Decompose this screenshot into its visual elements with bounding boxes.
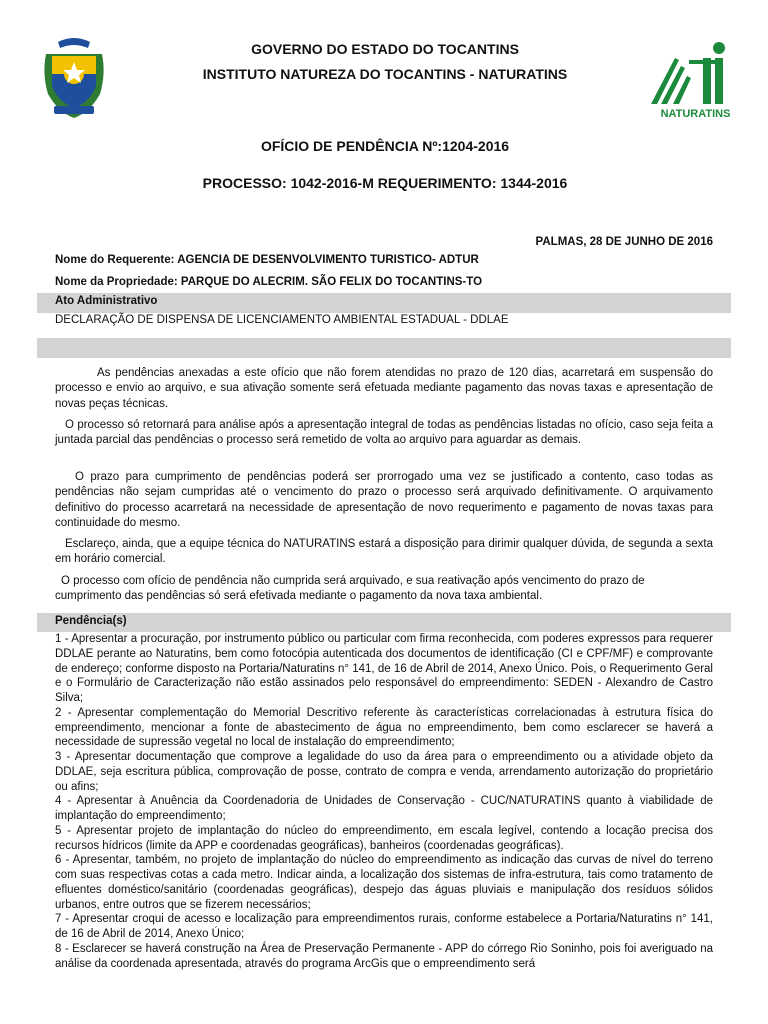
pendencias-label: Pendência(s) bbox=[55, 615, 127, 627]
paragraph-1: As pendências anexadas a este ofício que não forem atendidas no prazo de 120 dias, acarretará em suspensão do processo e envio ao arquivo, e sua ativação somente será efetuada mediante pagamento das novas taxas e apresentação de novas peças técnicas. bbox=[55, 367, 713, 410]
propriedade-field: Nome da Propriedade: PARQUE DO ALECRIM. SÃO FELIX DO TOCANTINS-TO bbox=[55, 276, 483, 288]
paragraph-5: O processo com ofício de pendência não cumprida será arquivado, e sua reativação após vencimento do prazo de cumprimento das pendências só será efetivada mediante o pagamento da nova taxa ambiental. bbox=[55, 575, 645, 603]
pendencia-item: 5 - Apresentar projeto de implantação do núcleo do empreendimento, em escala legível, contendo a locação precisa dos recursos hídricos (limite da APP e coordenadas geográficas), banheiros (coordenadas geográficas). bbox=[55, 824, 713, 852]
pendencia-item: 8 - Esclarecer se haverá construção na Área de Preservação Permanente - APP do córrego Rio Soninho, pois foi averiguado na análise da coordenada apresentada, através do programa ArcGis que o empreendimento será bbox=[55, 942, 713, 970]
blank-bar bbox=[37, 338, 731, 358]
pendencia-item: 1 - Apresentar a procuração, por instrumento público ou particular com firma reconhecida, com poderes expressos para requerer DDLAE perante ao Naturatins, bem como fotocópia autenticada dos documentos de identificação (CI e CPF/MF) e comprovante de endereço; conforme disposto na Portaria/Naturatins n° 141, de 16 de Abril de 2014, Anexo Único. Pois, o Requerimento Geral e o Formulário de Caracterização não estão assinados pelo responsável do empreendimento: SEDEN - Alexandro de Castro Silva; bbox=[55, 633, 713, 704]
ato-label: Ato Administrativo bbox=[55, 295, 158, 307]
paragraph-2: O processo só retornará para análise após a apresentação integral de todas as pendências listadas no ofício, caso seja feita a juntada parcial das pendências o processo será remetido de volta ao arquivo para aguardar as demais. bbox=[55, 419, 713, 447]
requerente-field: Nome do Requerente: AGENCIA DE DESENVOLVIMENTO TURISTICO- ADTUR bbox=[55, 254, 479, 266]
ato-text: DECLARAÇÃO DE DISPENSA DE LICENCIAMENTO AMBIENTAL ESTADUAL - DDLAE bbox=[55, 314, 509, 326]
pendencias-list bbox=[55, 632, 713, 971]
header-government: GOVERNO DO ESTADO DO TOCANTINS bbox=[251, 41, 519, 57]
paragraph-4: Esclareço, ainda, que a equipe técnica do NATURATINS estará a disposição para dirimir qualquer dúvida, de segunda a sexta em horário comercial. bbox=[55, 538, 713, 566]
paragraph-3: O prazo para cumprimento de pendências poderá ser prorrogado uma vez se justificado a contento, caso todas as pendências não sejam cumpridas até o vencimento do prazo o processo será arquivado definitivamente. O arquivamento definitivo do processo acarretará na necessidade de apresentação de novo requerimento e pagamento de novas taxas para continuidade do mesmo. bbox=[55, 471, 713, 529]
document-date: PALMAS, 28 DE JUNHO DE 2016 bbox=[535, 236, 713, 248]
pendencias-header-bar bbox=[37, 613, 731, 632]
pendencia-item: 4 - Apresentar à Anuência da Coordenadoria de Unidades de Conservação - CUC/NATURATINS quanto à viabilidade de implantação do empreendimento; bbox=[55, 795, 713, 822]
pendencia-item: 7 - Apresentar croqui de acesso e localização para empreendimentos rurais, conforme estabelece a Portaria/Naturatins n° 141, de 16 de Abril de 2014, Anexo Único; bbox=[55, 913, 713, 940]
pendencia-item: 2 - Apresentar complementação do Memorial Descritivo referente às características correlacionadas à estrutura física do empreendimento, mencionar a fonte de abastecimento de água no empreendimento, bem como esclarecer se haverá a necessidade de supressão vegetal no local de instalação do empreendimento; bbox=[55, 706, 713, 749]
processo-title: PROCESSO: 1042-2016-M REQUERIMENTO: 1344-2016 bbox=[202, 175, 568, 191]
ato-header-bar bbox=[37, 293, 731, 313]
pendencia-item: 3 - Apresentar documentação que comprove a legalidade do uso da área para o empreendimento ou a atividade objeto da DDLAE, seja escritura pública, comprovação de posse, contrato de compra e venda, arrendamento autorização do proprietário ou afins; bbox=[55, 751, 713, 793]
oficio-title: OFÍCIO DE PENDÊNCIA Nº:1204-2016 bbox=[260, 138, 510, 154]
state-coat-of-arms-icon bbox=[38, 34, 110, 120]
header-institute: INSTITUTO NATUREZA DO TOCANTINS - NATURATINS bbox=[202, 66, 568, 82]
logo-label: NATURATINS bbox=[660, 108, 731, 120]
pendencia-item: 6 - Apresentar, também, no projeto de implantação do núcleo do empreendimento as indicação das curvas de nível do terreno com suas respectivas cotas a cada metro. Indicar ainda, a localização dos sistemas de infra-estrutura, tais como tratamento de efluentes doméstico/sanitário (coordenadas geográficas), despejo das águas pluviais e manipulação dos resíduos sólidos urbanos, entre outros que se fizerem necessários; bbox=[55, 854, 713, 911]
